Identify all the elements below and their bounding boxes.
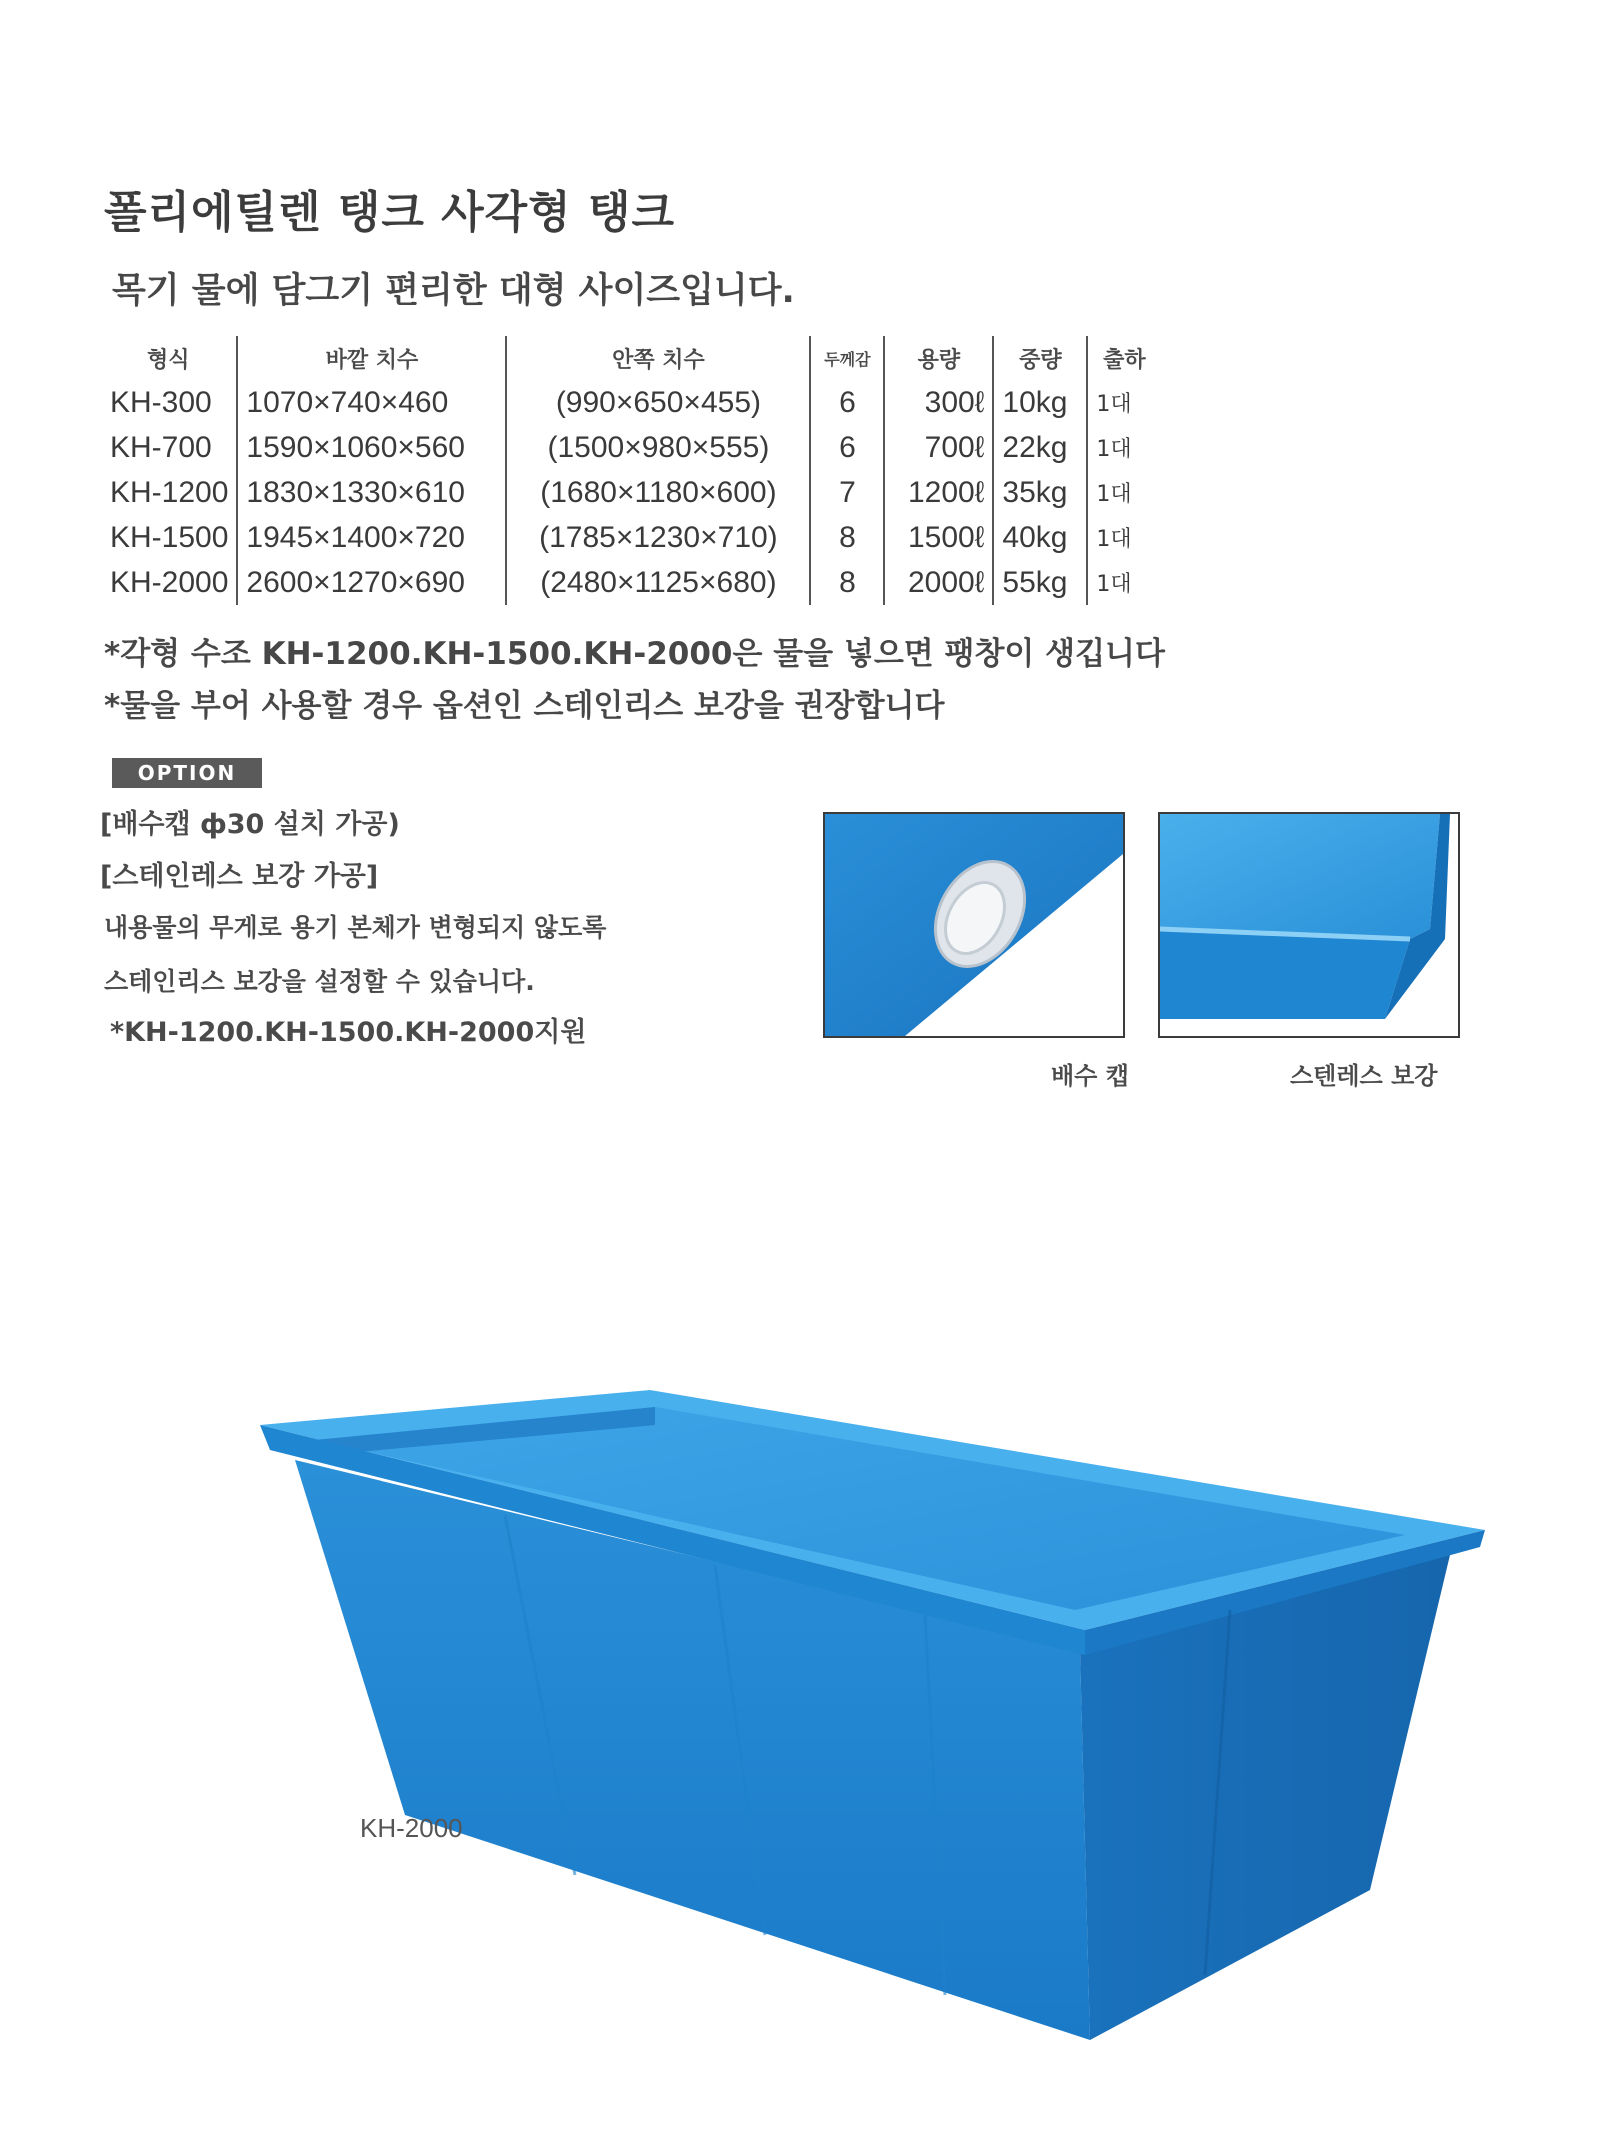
cell-capacity: 1200ℓ [884,470,993,515]
option-supported-models: *KH-1200.KH-1500.KH-2000지원 [110,1017,587,1048]
note-expansion: *각형 수조 KH-1200.KH-1500.KH-2000은 물을 넣으면 팽창이 생깁니다 [104,636,1165,672]
table-row [100,380,1160,425]
cell-capacity: 700ℓ [884,425,993,470]
header-model: 형식 [146,347,190,373]
table-row [100,425,1160,470]
header-weight: 중량 [993,336,1087,380]
header-outer-dimensions: 바깥 치수 [237,336,506,380]
cell-outer: 1590×1060×560 [237,425,506,470]
stainless-caption: 스텐레스 보강 [1290,1062,1438,1090]
cell-model: KH-1500 [110,520,229,554]
cell-inner: (1785×1230×710) [506,515,810,560]
note-stainless-recommend: *물을 부어 사용할 경우 옵션인 스테인리스 보강을 권장합니다 [104,688,945,724]
cell-shipping: 1대 [1087,470,1160,515]
cell-shipping: 1대 [1087,560,1160,605]
option-drain-cap: [배수캡 ф30 설치 가공) [100,809,400,840]
cell-outer: 1945×1400×720 [237,515,506,560]
cell-shipping: 1대 [1087,515,1160,560]
cell-inner: (990×650×455) [506,380,810,425]
cell-outer: 1070×740×460 [237,380,506,425]
header-inner-dimensions: 안쪽 치수 [506,336,810,380]
page-title: 폴리에틸렌 탱크 사각형 탱크 [104,187,676,238]
header-capacity: 용량 [884,336,993,380]
cell-capacity: 2000ℓ [884,560,993,605]
cell-model: KH-300 [110,385,212,419]
option-badge: OPTION [112,758,262,788]
option-description-2: 스테인리스 보강을 설정할 수 있습니다. [104,967,535,996]
cell-shipping: 1대 [1087,425,1160,470]
spec-table-header-row [100,336,1160,380]
cell-shipping: 1대 [1087,380,1160,425]
cell-capacity: 300ℓ [884,380,993,425]
header-thickness: 두께감 [810,336,884,380]
drain-cap-image [823,812,1125,1038]
cell-model: KH-1200 [110,475,229,509]
option-description-1: 내용물의 무게로 용기 본체가 변형되지 않도록 [104,913,607,942]
cell-inner: (1500×980×555) [506,425,810,470]
cell-thickness: 8 [810,515,884,560]
main-tank-image [255,1385,1495,2049]
cell-outer: 2600×1270×690 [237,560,506,605]
cell-weight: 55kg [993,560,1087,605]
option-stainless: [스테인레스 보강 가공] [100,861,379,892]
table-row [100,515,1160,560]
main-model-label: KH-2000 [360,1813,463,1843]
header-shipping: 출하 [1087,336,1160,380]
spec-table [100,336,1160,605]
cell-capacity: 1500ℓ [884,515,993,560]
cell-outer: 1830×1330×610 [237,470,506,515]
cell-weight: 40kg [993,515,1087,560]
table-row [100,470,1160,515]
cell-model: KH-2000 [110,565,229,599]
cell-inner: (2480×1125×680) [506,560,810,605]
cell-weight: 22kg [993,425,1087,470]
cell-thickness: 7 [810,470,884,515]
cell-thickness: 6 [810,425,884,470]
cell-thickness: 6 [810,380,884,425]
cell-model: KH-700 [110,430,212,464]
cell-thickness: 8 [810,560,884,605]
page-subtitle: 목기 물에 담그기 편리한 대형 사이즈입니다. [112,271,795,311]
drain-cap-caption: 배수 캡 [1051,1062,1129,1090]
table-row [100,560,1160,605]
stainless-reinforcement-image [1158,812,1460,1038]
cell-inner: (1680×1180×600) [506,470,810,515]
cell-weight: 35kg [993,470,1087,515]
cell-weight: 10kg [993,380,1087,425]
